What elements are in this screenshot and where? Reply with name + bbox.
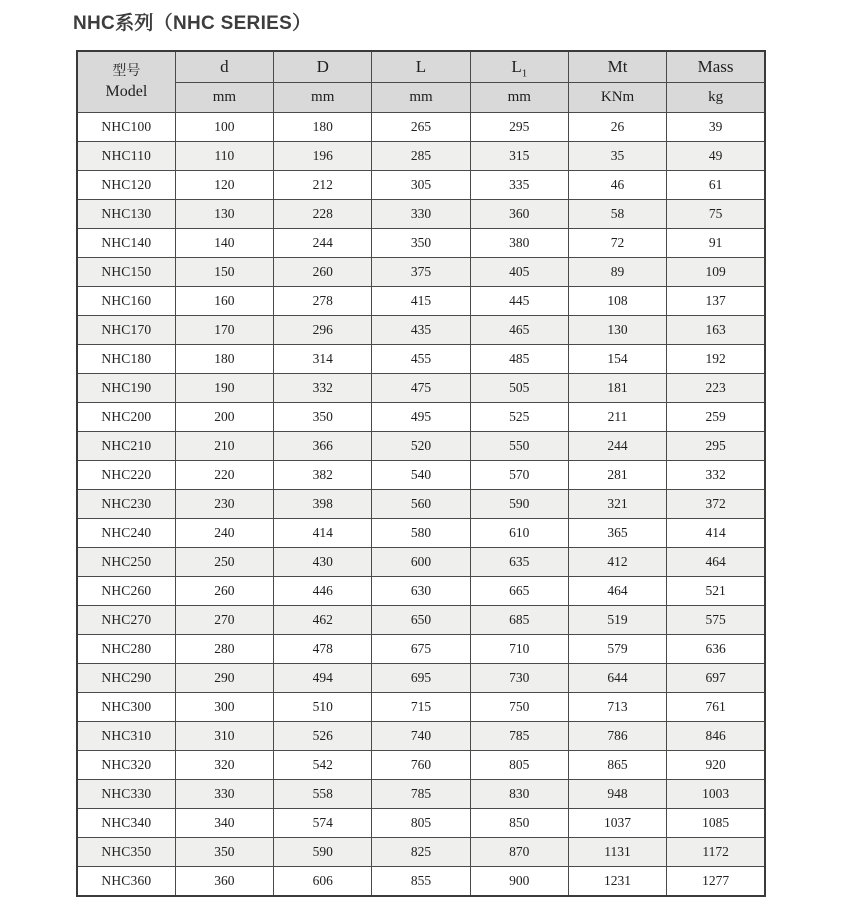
table-row bbox=[77, 113, 765, 142]
value-cell: 520 bbox=[372, 432, 470, 461]
value-cell: 160 bbox=[175, 287, 273, 316]
value-cell: 108 bbox=[568, 287, 666, 316]
table-row bbox=[77, 519, 765, 548]
model-cell: NHC330 bbox=[77, 780, 175, 809]
value-cell: 110 bbox=[175, 142, 273, 171]
value-cell: 685 bbox=[470, 606, 568, 635]
value-cell: 89 bbox=[568, 258, 666, 287]
value-cell: 494 bbox=[274, 664, 372, 693]
col-header-Mt: Mt bbox=[568, 51, 666, 83]
table-row bbox=[77, 316, 765, 345]
value-cell: 170 bbox=[175, 316, 273, 345]
value-cell: 805 bbox=[470, 751, 568, 780]
value-cell: 61 bbox=[667, 171, 765, 200]
unit-header-L: mm bbox=[372, 83, 470, 113]
page-title: NHC系列（NHC SERIES） bbox=[73, 13, 312, 34]
value-cell: 825 bbox=[372, 838, 470, 867]
value-cell: 365 bbox=[568, 519, 666, 548]
col-header-L1: $L_1$ bbox=[470, 51, 568, 83]
value-cell: 948 bbox=[568, 780, 666, 809]
model-cell: NHC140 bbox=[77, 229, 175, 258]
table-row bbox=[77, 751, 765, 780]
value-cell: 320 bbox=[175, 751, 273, 780]
value-cell: 495 bbox=[372, 403, 470, 432]
value-cell: 154 bbox=[568, 345, 666, 374]
value-cell: 550 bbox=[470, 432, 568, 461]
value-cell: 49 bbox=[667, 142, 765, 171]
value-cell: 265 bbox=[372, 113, 470, 142]
value-cell: 574 bbox=[274, 809, 372, 838]
value-cell: 435 bbox=[372, 316, 470, 345]
unit-header-Mt: KNm bbox=[568, 83, 666, 113]
value-cell: 212 bbox=[274, 171, 372, 200]
value-cell: 200 bbox=[175, 403, 273, 432]
value-cell: 192 bbox=[667, 345, 765, 374]
value-cell: 330 bbox=[372, 200, 470, 229]
table-row bbox=[77, 693, 765, 722]
value-cell: 786 bbox=[568, 722, 666, 751]
value-cell: 478 bbox=[274, 635, 372, 664]
value-cell: 855 bbox=[372, 867, 470, 897]
value-cell: 1172 bbox=[667, 838, 765, 867]
value-cell: 181 bbox=[568, 374, 666, 403]
value-cell: 140 bbox=[175, 229, 273, 258]
value-cell: 761 bbox=[667, 693, 765, 722]
value-cell: 375 bbox=[372, 258, 470, 287]
value-cell: 865 bbox=[568, 751, 666, 780]
value-cell: 335 bbox=[470, 171, 568, 200]
value-cell: 805 bbox=[372, 809, 470, 838]
value-cell: 290 bbox=[175, 664, 273, 693]
value-cell: 414 bbox=[667, 519, 765, 548]
value-cell: 590 bbox=[274, 838, 372, 867]
value-cell: 39 bbox=[667, 113, 765, 142]
value-cell: 210 bbox=[175, 432, 273, 461]
value-cell: 1003 bbox=[667, 780, 765, 809]
value-cell: 1131 bbox=[568, 838, 666, 867]
value-cell: 72 bbox=[568, 229, 666, 258]
value-cell: 785 bbox=[372, 780, 470, 809]
value-cell: 464 bbox=[568, 577, 666, 606]
value-cell: 260 bbox=[175, 577, 273, 606]
value-cell: 372 bbox=[667, 490, 765, 519]
value-cell: 675 bbox=[372, 635, 470, 664]
value-cell: 560 bbox=[372, 490, 470, 519]
value-cell: 715 bbox=[372, 693, 470, 722]
value-cell: 526 bbox=[274, 722, 372, 751]
value-cell: 360 bbox=[470, 200, 568, 229]
table-row bbox=[77, 200, 765, 229]
model-cell: NHC160 bbox=[77, 287, 175, 316]
value-cell: 180 bbox=[175, 345, 273, 374]
value-cell: 570 bbox=[470, 461, 568, 490]
value-cell: 26 bbox=[568, 113, 666, 142]
model-cell: NHC230 bbox=[77, 490, 175, 519]
value-cell: 695 bbox=[372, 664, 470, 693]
value-cell: 635 bbox=[470, 548, 568, 577]
value-cell: 295 bbox=[470, 113, 568, 142]
value-cell: 100 bbox=[175, 113, 273, 142]
value-cell: 600 bbox=[372, 548, 470, 577]
col-header-D: D bbox=[274, 51, 372, 83]
value-cell: 332 bbox=[667, 461, 765, 490]
table-row bbox=[77, 722, 765, 751]
model-cell: NHC130 bbox=[77, 200, 175, 229]
value-cell: 240 bbox=[175, 519, 273, 548]
value-cell: 223 bbox=[667, 374, 765, 403]
value-cell: 1277 bbox=[667, 867, 765, 897]
model-cell: NHC200 bbox=[77, 403, 175, 432]
value-cell: 465 bbox=[470, 316, 568, 345]
table-row bbox=[77, 142, 765, 171]
value-cell: 190 bbox=[175, 374, 273, 403]
value-cell: 462 bbox=[274, 606, 372, 635]
value-cell: 415 bbox=[372, 287, 470, 316]
value-cell: 446 bbox=[274, 577, 372, 606]
table-row bbox=[77, 374, 765, 403]
table-row bbox=[77, 606, 765, 635]
unit-header-L1: mm bbox=[470, 83, 568, 113]
value-cell: 558 bbox=[274, 780, 372, 809]
value-cell: 380 bbox=[470, 229, 568, 258]
model-cell: NHC120 bbox=[77, 171, 175, 200]
value-cell: 850 bbox=[470, 809, 568, 838]
col-header-d: d bbox=[175, 51, 273, 83]
model-cell: NHC280 bbox=[77, 635, 175, 664]
value-cell: 412 bbox=[568, 548, 666, 577]
value-cell: 260 bbox=[274, 258, 372, 287]
value-cell: 360 bbox=[175, 867, 273, 897]
value-cell: 220 bbox=[175, 461, 273, 490]
value-cell: 650 bbox=[372, 606, 470, 635]
value-cell: 590 bbox=[470, 490, 568, 519]
value-cell: 382 bbox=[274, 461, 372, 490]
value-cell: 340 bbox=[175, 809, 273, 838]
table-row bbox=[77, 664, 765, 693]
table-row bbox=[77, 171, 765, 200]
value-cell: 180 bbox=[274, 113, 372, 142]
value-cell: 244 bbox=[274, 229, 372, 258]
value-cell: 295 bbox=[667, 432, 765, 461]
model-cell: NHC300 bbox=[77, 693, 175, 722]
value-cell: 405 bbox=[470, 258, 568, 287]
value-cell: 305 bbox=[372, 171, 470, 200]
value-cell: 740 bbox=[372, 722, 470, 751]
value-cell: 713 bbox=[568, 693, 666, 722]
value-cell: 414 bbox=[274, 519, 372, 548]
value-cell: 278 bbox=[274, 287, 372, 316]
value-cell: 281 bbox=[568, 461, 666, 490]
value-cell: 505 bbox=[470, 374, 568, 403]
value-cell: 920 bbox=[667, 751, 765, 780]
value-cell: 455 bbox=[372, 345, 470, 374]
value-cell: 230 bbox=[175, 490, 273, 519]
table-row bbox=[77, 635, 765, 664]
spec-table bbox=[76, 50, 766, 897]
value-cell: 445 bbox=[470, 287, 568, 316]
model-cell: NHC110 bbox=[77, 142, 175, 171]
value-cell: 630 bbox=[372, 577, 470, 606]
model-cell: NHC320 bbox=[77, 751, 175, 780]
col-header-Mass: Mass bbox=[667, 51, 765, 83]
value-cell: 150 bbox=[175, 258, 273, 287]
model-cell: NHC220 bbox=[77, 461, 175, 490]
model-cell: NHC240 bbox=[77, 519, 175, 548]
model-cell: NHC270 bbox=[77, 606, 175, 635]
table-row bbox=[77, 867, 765, 897]
value-cell: 296 bbox=[274, 316, 372, 345]
table-row bbox=[77, 461, 765, 490]
value-cell: 525 bbox=[470, 403, 568, 432]
value-cell: 665 bbox=[470, 577, 568, 606]
table-body bbox=[77, 113, 765, 897]
table-row bbox=[77, 229, 765, 258]
value-cell: 1231 bbox=[568, 867, 666, 897]
value-cell: 636 bbox=[667, 635, 765, 664]
value-cell: 606 bbox=[274, 867, 372, 897]
value-cell: 521 bbox=[667, 577, 765, 606]
value-cell: 510 bbox=[274, 693, 372, 722]
value-cell: 285 bbox=[372, 142, 470, 171]
table-row bbox=[77, 577, 765, 606]
value-cell: 870 bbox=[470, 838, 568, 867]
value-cell: 91 bbox=[667, 229, 765, 258]
value-cell: 430 bbox=[274, 548, 372, 577]
value-cell: 137 bbox=[667, 287, 765, 316]
model-cell: NHC260 bbox=[77, 577, 175, 606]
unit-header-d: mm bbox=[175, 83, 273, 113]
value-cell: 120 bbox=[175, 171, 273, 200]
value-cell: 300 bbox=[175, 693, 273, 722]
value-cell: 350 bbox=[372, 229, 470, 258]
value-cell: 163 bbox=[667, 316, 765, 345]
value-cell: 366 bbox=[274, 432, 372, 461]
value-cell: 1037 bbox=[568, 809, 666, 838]
value-cell: 1085 bbox=[667, 809, 765, 838]
value-cell: 846 bbox=[667, 722, 765, 751]
value-cell: 464 bbox=[667, 548, 765, 577]
value-cell: 228 bbox=[274, 200, 372, 229]
table-row bbox=[77, 490, 765, 519]
col-header-L: L bbox=[372, 51, 470, 83]
value-cell: 542 bbox=[274, 751, 372, 780]
value-cell: 398 bbox=[274, 490, 372, 519]
value-cell: 130 bbox=[175, 200, 273, 229]
value-cell: 244 bbox=[568, 432, 666, 461]
value-cell: 332 bbox=[274, 374, 372, 403]
value-cell: 211 bbox=[568, 403, 666, 432]
value-cell: 785 bbox=[470, 722, 568, 751]
value-cell: 280 bbox=[175, 635, 273, 664]
value-cell: 610 bbox=[470, 519, 568, 548]
value-cell: 315 bbox=[470, 142, 568, 171]
value-cell: 259 bbox=[667, 403, 765, 432]
value-cell: 270 bbox=[175, 606, 273, 635]
unit-header-D: mm bbox=[274, 83, 372, 113]
value-cell: 710 bbox=[470, 635, 568, 664]
table-row bbox=[77, 548, 765, 577]
model-cell: NHC340 bbox=[77, 809, 175, 838]
value-cell: 580 bbox=[372, 519, 470, 548]
value-cell: 540 bbox=[372, 461, 470, 490]
value-cell: 644 bbox=[568, 664, 666, 693]
table-row bbox=[77, 258, 765, 287]
model-header-zh: 型号 bbox=[112, 62, 141, 79]
model-header-en: Model bbox=[105, 82, 148, 100]
value-cell: 900 bbox=[470, 867, 568, 897]
table-row bbox=[77, 838, 765, 867]
value-cell: 697 bbox=[667, 664, 765, 693]
table-row bbox=[77, 287, 765, 316]
header-row-labels bbox=[77, 51, 765, 83]
value-cell: 109 bbox=[667, 258, 765, 287]
table-row bbox=[77, 780, 765, 809]
value-cell: 485 bbox=[470, 345, 568, 374]
model-cell: NHC210 bbox=[77, 432, 175, 461]
value-cell: 46 bbox=[568, 171, 666, 200]
value-cell: 579 bbox=[568, 635, 666, 664]
value-cell: 58 bbox=[568, 200, 666, 229]
unit-header-Mass: kg bbox=[667, 83, 765, 113]
model-cell: NHC310 bbox=[77, 722, 175, 751]
table-row bbox=[77, 345, 765, 374]
value-cell: 575 bbox=[667, 606, 765, 635]
value-cell: 330 bbox=[175, 780, 273, 809]
value-cell: 730 bbox=[470, 664, 568, 693]
header-row-units bbox=[77, 83, 765, 113]
value-cell: 35 bbox=[568, 142, 666, 171]
model-cell: NHC150 bbox=[77, 258, 175, 287]
value-cell: 760 bbox=[372, 751, 470, 780]
model-cell: NHC290 bbox=[77, 664, 175, 693]
value-cell: 519 bbox=[568, 606, 666, 635]
value-cell: 350 bbox=[175, 838, 273, 867]
value-cell: 310 bbox=[175, 722, 273, 751]
value-cell: 250 bbox=[175, 548, 273, 577]
model-cell: NHC250 bbox=[77, 548, 175, 577]
model-cell: NHC100 bbox=[77, 113, 175, 142]
value-cell: 196 bbox=[274, 142, 372, 171]
value-cell: 350 bbox=[274, 403, 372, 432]
table-row bbox=[77, 403, 765, 432]
value-cell: 830 bbox=[470, 780, 568, 809]
value-cell: 75 bbox=[667, 200, 765, 229]
model-cell: NHC360 bbox=[77, 867, 175, 897]
col-header-model bbox=[77, 51, 175, 113]
model-cell: NHC180 bbox=[77, 345, 175, 374]
value-cell: 321 bbox=[568, 490, 666, 519]
model-cell: NHC170 bbox=[77, 316, 175, 345]
model-cell: NHC190 bbox=[77, 374, 175, 403]
table-header bbox=[77, 51, 765, 113]
value-cell: 750 bbox=[470, 693, 568, 722]
table-row bbox=[77, 432, 765, 461]
value-cell: 475 bbox=[372, 374, 470, 403]
value-cell: 130 bbox=[568, 316, 666, 345]
table-row bbox=[77, 809, 765, 838]
value-cell: 314 bbox=[274, 345, 372, 374]
model-cell: NHC350 bbox=[77, 838, 175, 867]
